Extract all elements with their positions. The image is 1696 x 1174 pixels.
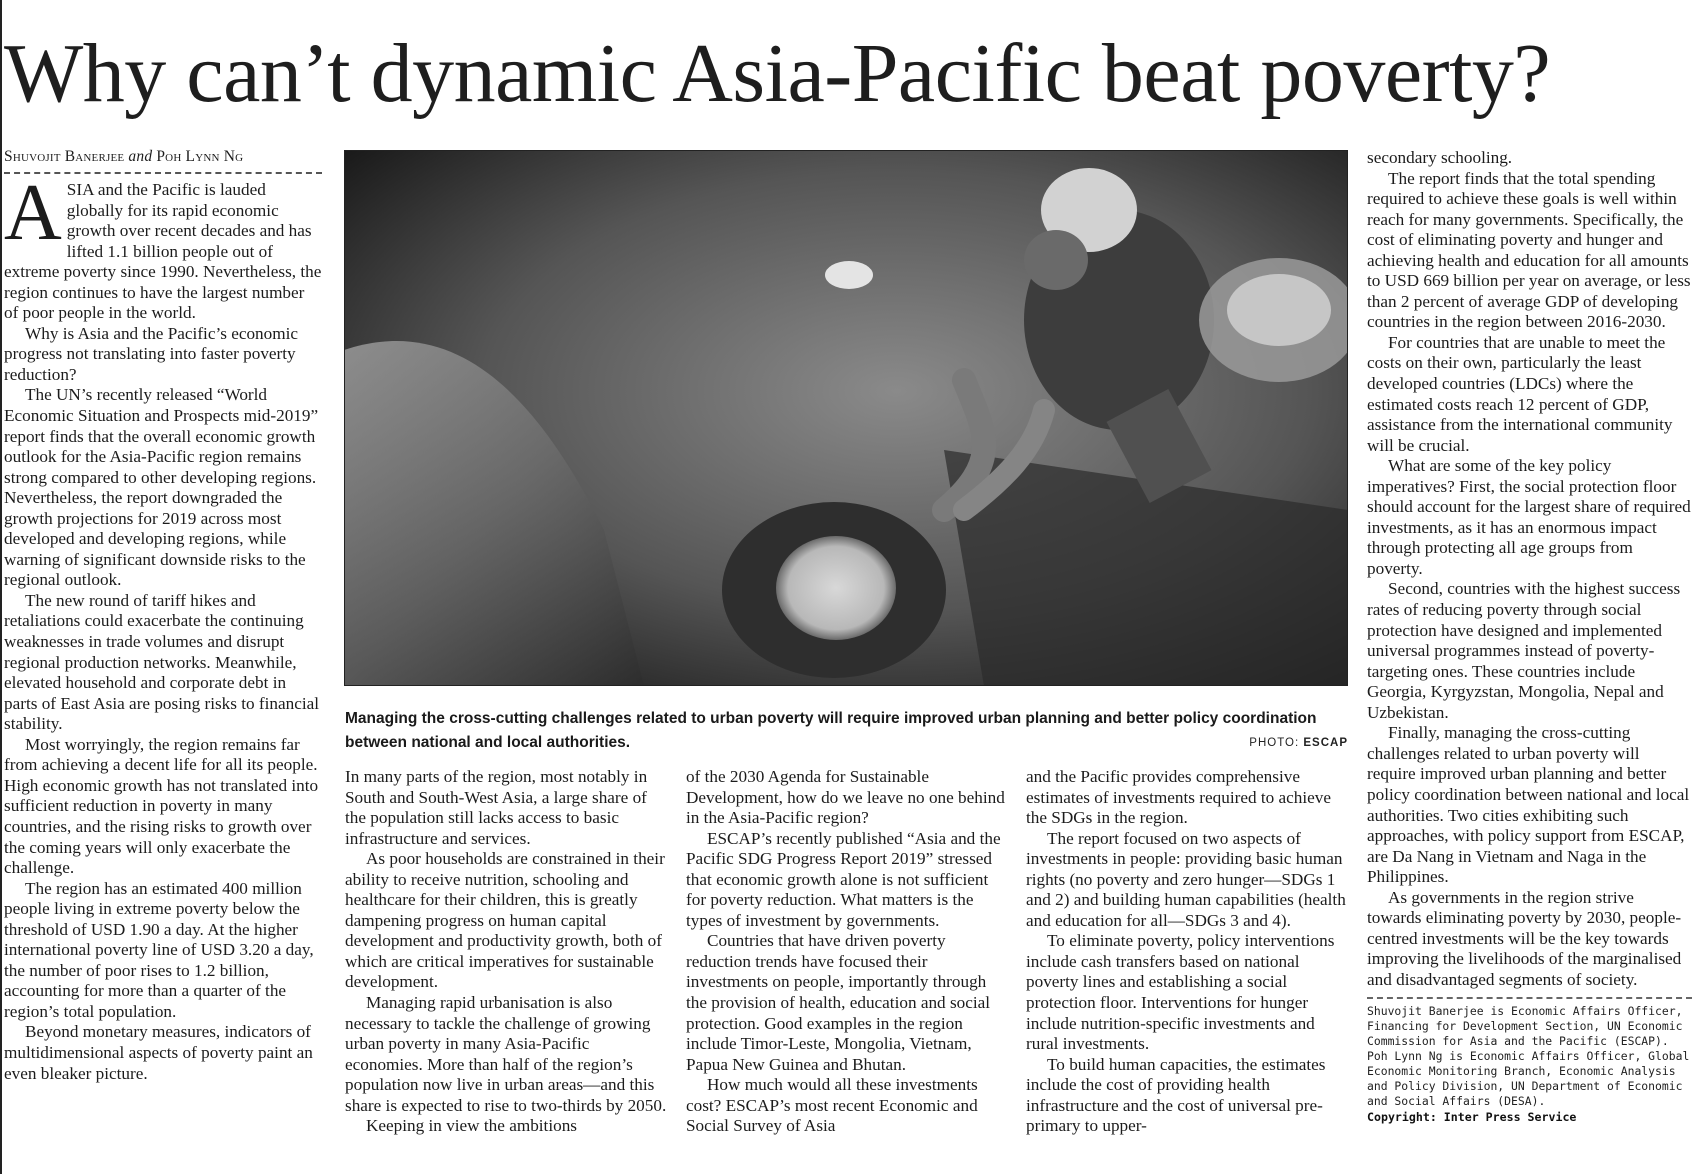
photo-caption: Managing the cross-cutting challenges related to urban poverty will require improved urban planning and better policy coordination between national and local authorities. <box>345 710 1317 751</box>
paragraph: How much would all these investments cost? ESCAP’s most recent Economic and Social Survey of Asia <box>686 1075 978 1136</box>
copyright-notice: Copyright: Inter Press Service <box>1367 1110 1577 1125</box>
photo-face <box>1024 230 1088 290</box>
paragraph <box>4 169 322 324</box>
author-2: Poh Lynn Ng <box>156 148 244 165</box>
photo-credit <box>1200 737 1348 749</box>
photo-illustration <box>344 150 1348 686</box>
photo-credit-source: ESCAP <box>1303 737 1348 749</box>
paragraph-text: SIA and the Pacific is lauded globally for its rapid economic growth over recent decades and has lifted 1.1 billion people out of extreme poverty since 1990. Nevertheless, the region continues to have the largest number of poor people in the world. <box>4 180 322 323</box>
paragraph: In many parts of the region, most notably in South and South-West Asia, a large share of the population still lacks access to basic infrastructure and services. <box>345 767 648 848</box>
paragraph: Finally, managing the cross-cutting challenges related to urban poverty will require improved urban planning and better policy coordination between national and local authorities. Two cities exhibiting such approaches, with policy support from ESCAP, are Da Nang in Vietnam and Naga in the Philippines. <box>1367 723 1690 887</box>
paragraph: Managing rapid urbanisation is also necessary to tackle the challenge of growing urban poverty in many Asia-Pacific economies. More than half of the region’s population now live in urban areas—and this share is expected to rise to two-thirds by 2050. <box>345 993 667 1115</box>
photo-bowl-bread <box>1227 274 1331 346</box>
paragraph: As governments in the region strive towards eliminating poverty by 2030, people-centred investments will be the key towards improving the livelihoods of the marginalised and disadvantaged segments of society. <box>1367 887 1682 989</box>
paragraph: secondary schooling. <box>1367 148 1513 167</box>
photo-flatbread <box>776 536 896 640</box>
byline <box>4 148 322 168</box>
paragraph: To build human capacities, the estimates include the cost of providing health infrastructure and the cost of universal pre-primary to upper- <box>1026 1054 1326 1136</box>
author-1: Shuvojit Banerjee <box>4 148 125 165</box>
paragraph: ESCAP’s recently published “Asia and the Pacific SDG Progress Report 2019” stressed that economic growth alone is not sufficient for poverty reduction. What matters is the types of investment by governments. <box>686 828 1001 930</box>
paragraph: To eliminate poverty, policy interventions include cash transfers based on national poverty lines and establishing a social protection floor. Interventions for hunger include nutrition-specific investments and rural investments. <box>1026 931 1335 1054</box>
paragraph: Why is Asia and the Pacific’s economic progress not translating into faster poverty reduction? <box>4 323 299 384</box>
article-column-2 <box>345 767 667 1137</box>
article-column-5 <box>1367 148 1692 1125</box>
paragraph: Keeping in view the ambitions <box>366 1116 577 1136</box>
paragraph: Beyond monetary measures, indicators of multidimensional aspects of poverty paint an even bleaker picture. <box>4 1022 313 1083</box>
paragraph: The report finds that the total spending required to achieve these goals is well within reach for many governments. Specifically, the cost of eliminating poverty and hunger and achieving health and education for all amounts to USD 669 billion per year on average, or less than 2 percent of average GDP of developing countries in the region between 2016-2030. <box>1367 168 1691 332</box>
article-column-4 <box>1026 767 1351 1137</box>
paragraph: The region has an estimated 400 million people living in extreme poverty below the threshold of USD 1.90 a day. At the higher international poverty line of USD 3.20 a day, the number of poor rises to 1.2 billion, accounting for more than a quarter of the region’s total population. <box>4 878 314 1021</box>
paragraph: As poor households are constrained in their ability to receive nutrition, schooling and healthcare for their children, this is greatly dampening progress on human capital development and productivity growth, both of which are critical imperatives for sustainable development. <box>345 849 665 992</box>
paragraph: Second, countries with the highest success rates of reducing poverty through social protection have designed and implemented universal programmes instead of poverty-targeting ones. These countries include Georgia, Kyrgyzstan, Mongolia, Nepal and Uzbekistan. <box>1367 579 1681 722</box>
paragraph: The new round of tariff hikes and retaliations could exacerbate the continuing weaknesses in trade volumes and disrupt regional production networks. Meanwhile, elevated household and corporate debt in parts of East Asia are posing risks to financial stability. <box>4 590 320 734</box>
photo-small-cup <box>825 261 873 289</box>
paragraph: of the 2030 Agenda for Sustainable Development, how do we leave no one behind in the Asia-Pacific region? <box>686 767 1005 828</box>
article-column-3 <box>686 767 1008 1137</box>
photo-credit-label: PHOTO: <box>1249 737 1300 749</box>
article-column-1 <box>4 148 322 1084</box>
paragraph: For countries that are unable to meet the costs on their own, particularly the least developed countries (LDCs) where the estimated costs reach 12 percent of GDP, assistance from the international community will be crucial. <box>1367 332 1673 455</box>
paragraph: and the Pacific provides comprehensive estimates of investments required to achieve the SDGs in the region. <box>1026 767 1331 828</box>
paragraph: Countries that have driven poverty reduction trends have focused their investments on people, importantly through the provision of health, education and social protection. Good examples in the region include Timor-Leste, Mongolia, Vietnam, Papua New Guinea and Bhutan. <box>686 931 991 1074</box>
paragraph: The UN’s recently released “World Economic Situation and Prospects mid-2019” report finds that the overall economic growth outlook for the Asia-Pacific region remains strong compared to other developing regions. Nevertheless, the report downgraded the growth projections for 2019 across most developed and developing regions, while warning of significant downside risks to the regional outlook. <box>4 385 319 590</box>
drop-cap: A <box>4 169 62 257</box>
article-photo <box>344 150 1348 686</box>
headline: Why can’t dynamic Asia-Pacific beat poverty? <box>4 27 1551 120</box>
author-bio: Shuvojit Banerjee is Economic Affairs Officer, Financing for Development Section, UN Economic Commission for Asia and the Pacific (ESCAP). Poh Lynn Ng is Economic Affairs Officer, Global Economic Monitoring Branch, Economic Analysis and Policy Division, UN Department of Economic and Social Affairs (DESA). <box>1367 1004 1690 1109</box>
paragraph: What are some of the key policy imperatives? First, the social protection floor should account for the largest share of required investments, as it has an enormous impact through protecting all age groups from poverty. <box>1367 456 1691 578</box>
bio-divider <box>1367 997 1692 999</box>
byline-conjunction: and <box>128 148 153 165</box>
page-left-rule <box>0 0 2 1174</box>
paragraph: Most worryingly, the region remains far from achieving a decent life for all its people. High economic growth has not translated into sufficient reduction in poverty in many countries, and the rising risks to growth over the coming years will only exacerbate the challenge. <box>4 734 319 878</box>
paragraph: The report focused on two aspects of investments in people: providing basic human rights (no poverty and zero hunger—SDGs 1 and 2) and building human capabilities (health and education for all—SDGs 3 and 4). <box>1026 828 1346 930</box>
